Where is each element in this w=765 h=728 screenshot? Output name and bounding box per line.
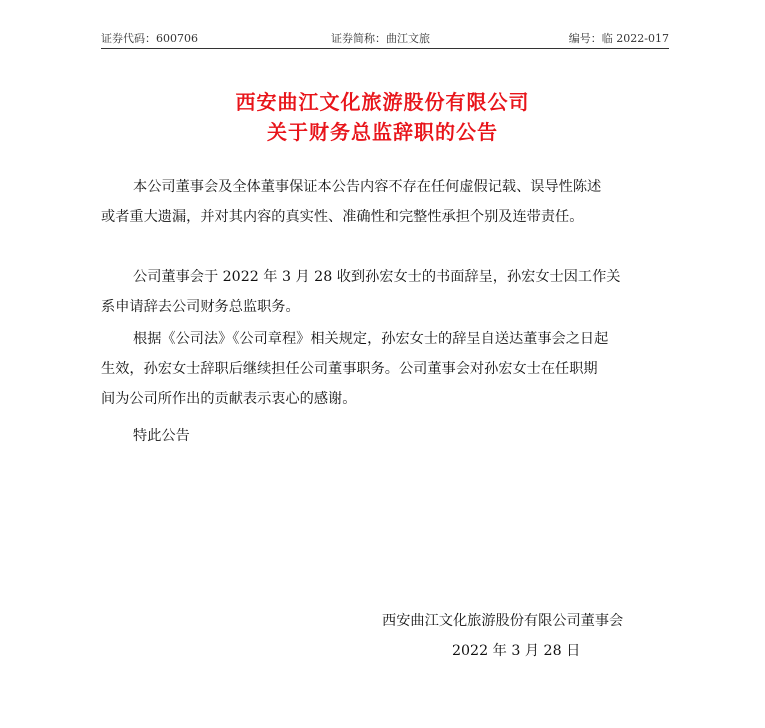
- disclaimer-paragraph: [101, 172, 669, 232]
- closing-text: 特此公告: [133, 428, 190, 444]
- resignation-line-2: 系申请辞去公司财务总监职务。: [101, 299, 300, 315]
- disclaimer-line-1: 本公司董事会及全体董事保证本公告内容不存在任何虚假记载、误导性陈述: [133, 179, 602, 195]
- effect-paragraph: [101, 324, 669, 414]
- closing-paragraph: [101, 421, 669, 451]
- stock-short-name: 证券简称：曲江文旅: [331, 32, 430, 45]
- document-header: [101, 30, 669, 50]
- resignation-line-1: 公司董事会于 2022 年 3 月 28 收到孙宏女士的书面辞呈，孙宏女士因工作关: [133, 269, 621, 285]
- effect-line-2: 生效，孙宏女士辞职后继续担任公司董事职务。公司董事会对孙宏女士在任职期: [101, 361, 598, 377]
- effect-line-3: 间为公司所作出的贡献表示衷心的感谢。: [101, 391, 357, 407]
- title-subject: 关于财务总监辞职的公告: [267, 120, 498, 144]
- stock-code: 证券代码：600706: [101, 32, 198, 45]
- notice-number: 编号：临 2022-017: [568, 32, 669, 45]
- effect-line-1: 根据《公司法》《公司章程》相关规定，孙宏女士的辞呈自送达董事会之日起: [133, 331, 609, 347]
- resignation-paragraph: [101, 262, 669, 322]
- signature-company: 西安曲江文化旅游股份有限公司董事会: [382, 613, 624, 629]
- header-divider: [101, 48, 669, 49]
- disclaimer-line-2: 或者重大遗漏，并对其内容的真实性、准确性和完整性承担个别及连带责任。: [101, 209, 584, 225]
- signature-date: 2022 年 3 月 28 日: [452, 643, 581, 659]
- title-company: 西安曲江文化旅游股份有限公司: [235, 90, 530, 114]
